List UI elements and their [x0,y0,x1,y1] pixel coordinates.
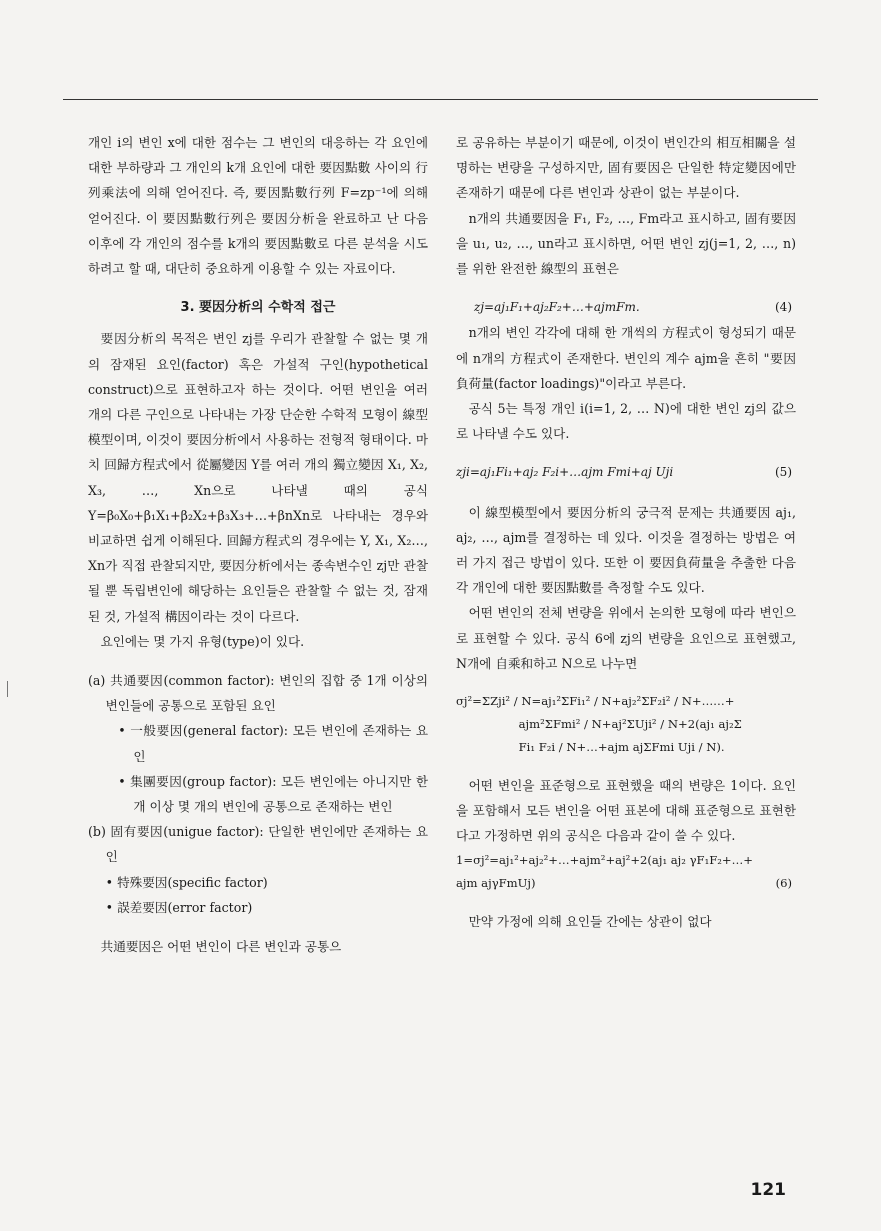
list-item: (b) 固有要因(unigue factor): 단일한 변인에만 존재하는 요인 [88,824,428,865]
list-item: • 誤差要因(error factor) [105,899,253,915]
formula-line: Fi₁ F₂i / N+…+ajm ajΣFmi Uji / N). [518,740,725,755]
variance-formula [456,690,796,759]
header-rule [63,99,818,100]
paragraph: 어떤 변인의 전체 변량을 위에서 논의한 모형에 따라 변인으로 표현할 수 있다. 공식 6에 zj의 변량을 요인으로 표현했고, N개에 自乘和하고 N으로 나누면 [456,605,796,671]
equation-5 [456,460,796,485]
equation-body: zj=aj₁F₁+aj₂F₂+…+ajmFm. [474,300,640,315]
paragraph: 이 線型模型에서 要因分析의 궁극적 문제는 共通要因 aj₁, aj₂, …, ajm를 결정하는 데 있다. 이것을 결정하는 방법은 여러 가지 접근 방법이 있다. 또한 이 要因負荷量을 추출한 다음 각 개인에 대한 要因點數를 측정할 수도 있다. [456,504,796,596]
equation-4 [456,295,796,320]
margin-mark [7,681,8,697]
list-item: (a) 共通要因(common factor): 변인의 집합 중 1개 이상의 변인들에 공통으로 포함된 요인 [88,673,428,714]
equation-6 [456,849,796,895]
formula-line: 1=σj²=aj₁²+aj₂²+…+ajm²+aj²+2(aj₁ aj₂ γF₁F₂+…+ [456,852,753,867]
section-heading: 3. 要因分析의 수학적 접근 [180,300,336,316]
formula-line: σj²=ΣZji² / N=aj₁²ΣFi₁² / N+aj₂²ΣF₂i² / N+……+ [456,694,735,709]
list-item: • 集團要因(group factor): 모든 변인에는 아니지만 한 개 이상 몇 개의 변인에 공통으로 존재하는 변인 [118,773,428,815]
equation-number: (6) [775,875,792,890]
formula-line: ajm ajγFmUj) [456,875,536,890]
equation-number: (4) [775,300,792,315]
paragraph: 만약 가정에 의해 요인들 간에는 상관이 없다 [468,913,712,929]
paragraph: n개의 共通要因을 F₁, F₂, …, Fm라고 표시하고, 固有要因을 u₁, u₂, …, un라고 표시하면, 어떤 변인 zj(j=1, 2, …, n)를 위한 완전한 線型의 표현은 [456,210,796,277]
equation-number: (5) [775,465,792,480]
paragraph: 어떤 변인을 표준형으로 표현했을 때의 변량은 1이다. 요인을 포함해서 모든 변인을 어떤 표본에 대해 표준형으로 표현한다고 가정하면 위의 공식은 다음과 같이 쓸 수 있다. [456,778,796,844]
paragraph: 요인에는 몇 가지 유형(type)이 있다. [100,633,305,649]
equation-body: zji=aj₁Fi₁+aj₂ F₂i+…ajm Fmi+aj Uji [456,465,674,480]
left-column [88,130,428,959]
formula-line: ajm²ΣFmi² / N+aj²ΣUji² / N+2(aj₁ aj₂Σ [518,717,742,732]
paragraph: 로 공유하는 부분이기 때문에, 이것이 변인간의 相互相關을 설명하는 변량을 구성하지만, 固有要因은 단일한 特定變因에만 존재하기 때문에 다른 변인과 상관이 없는 부분이다. [456,135,796,201]
paragraph: 개인 i의 변인 x에 대한 점수는 그 변인의 대응하는 각 요인에 대한 부하량과 그 개인의 k개 요인에 대한 要因點數 사이의 行列乘法에 의해 얻어진다. 즉, 要因點數行列 F=zp⁻¹에 의해 얻어진다. 이 要因點數行列은 要因分析을 완료하고 난 다음 이후에 각 개인의 점수를 k개의 要因點數로 다른 분석을 시도하려고 할 때, 대단히 중요하게 이용할 수 있는 자료이다. [88,135,428,277]
list-item: • 一般要因(general factor): 모든 변인에 존재하는 요인 [118,723,428,764]
list-item: • 特殊要因(specific factor) [105,874,268,890]
paragraph: n개의 변인 각각에 대해 한 개씩의 方程式이 형성되기 때문에 n개의 方程式이 존재한다. 변인의 계수 ajm을 흔히 "要因負荷量(factor loadings)"이라고 부른다. [456,325,796,391]
page-number: 121 [750,1180,786,1200]
paragraph: 共通要因은 어떤 변인이 다른 변인과 공통으 [100,939,342,955]
paragraph: 공식 5는 특정 개인 i(i=1, 2, … N)에 대한 변인 zj의 값으로 나타낼 수도 있다. [456,401,796,442]
paragraph: 要因分析의 목적은 변인 zj를 우리가 관찰할 수 없는 몇 개의 잠재된 요인(factor) 혹은 가설적 구인(hypothetical construct)으로 표현하고자 하는 것이다. 어떤 변인을 여러 개의 다른 구인으로 나타내는 가장 단순한 수학적 모형이 線型模型이며, 이것이 要因分析에서 사용하는 전형적 형태이다. 마치 回歸方程式에서 從屬變因 Y를 여러 개의 獨立變因 X₁, X₂, X₃, …, Xn으로 나타낼 때의 공식 Y=β₀X₀+β₁X₁+β₂X₂+β₃X₃+…+βnXn로 나타내는 경우와 비교하면 쉽게 이해된다. 回歸方程式의 경우에는 Y, X₁, X₂…, Xn가 직접 관찰되지만, 要因分析에서는 종속변수인 zj만 관찰될 뿐 독립변인에 해당하는 요인들은 관찰할 수 없는 것, 잠재된 것, 가설적 構因이라는 것이 다르다. [88,331,428,624]
right-column [456,130,796,934]
